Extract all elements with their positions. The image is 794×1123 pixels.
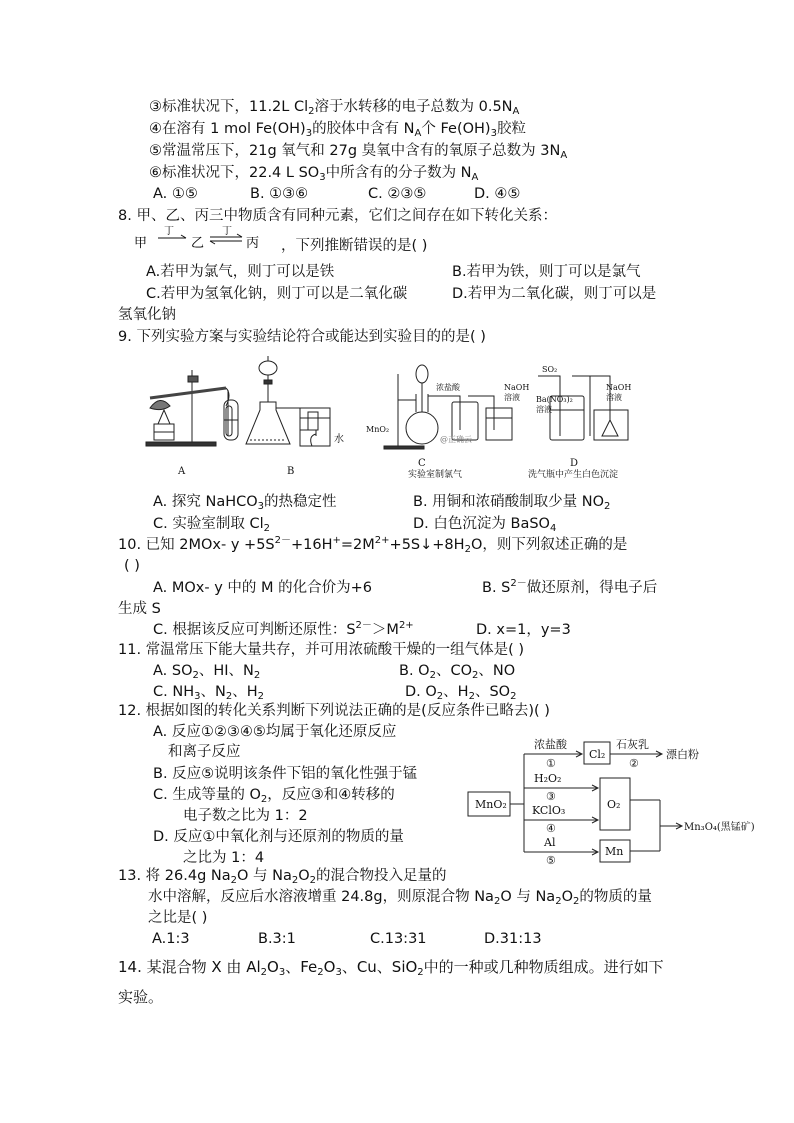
q7-item-5: ⑤常温常压下，21g 氧气和 27g 臭氧中含有的氧原子总数为 $3N_A$ (149, 143, 568, 161)
q11-option-c: C. $NH_3$、$N_2$、$H_2$ (153, 684, 264, 702)
q7-item-4: ④在溶有 1 mol $Fe(OH)_3$的胶体中含有 $N_A$个 $Fe(OH)_3$胶粒 (149, 121, 526, 139)
q13-option-c: C.13:31 (370, 931, 427, 947)
label-so2: SO₂ (542, 365, 558, 374)
label-c: C (418, 458, 426, 469)
q11-option-a: A. $SO_2$、HI、$N_2$ (153, 663, 261, 681)
conc-hcl-label: 浓盐酸 (534, 738, 567, 751)
reaction-1-label: ① (546, 757, 556, 770)
q8-ding-1: 丁 (164, 226, 174, 237)
label-mno2: MnO₂ (366, 425, 390, 434)
q10-option-d: D. x=1，y=3 (476, 622, 571, 638)
q7-option-b: B. ①③⑥ (250, 186, 309, 202)
bleach-label: 漂白粉 (666, 748, 699, 761)
al-label: Al (544, 836, 556, 849)
q8-tail: ，下列推断错误的是( ) (281, 238, 428, 254)
mn3o4-label: Mn₃O₄(黑锰矿) (684, 822, 755, 833)
h2o2-label: H₂O₂ (534, 772, 562, 785)
label-naoh-1b: 溶液 (504, 393, 520, 402)
q10-option-a: A. MOx- y 中的 M 的化合价为+6 (153, 580, 373, 596)
q10-stem: 10. 已知 2MOx- $y +5S^{2-}+16H^+=2M^{2+}+5S↓+8H_2O$，则下列叙述正确的是 (118, 535, 628, 555)
label-naoh-1: NaOH (504, 383, 530, 392)
q12-option-a-cont: 和离子反应 (168, 744, 241, 760)
q8-ding-2: 丁 (222, 226, 232, 237)
kclo3-label: KClO₃ (532, 804, 566, 817)
q8-bing: 丙 (246, 236, 260, 251)
label-naoh-2b: 溶液 (606, 393, 622, 402)
q9-option-b: B. 用铜和浓硝酸制取少量 $NO_2$ (413, 494, 611, 512)
q9-stem: 9. 下列实验方案与实验结论符合或能达到实验目的的是( ) (118, 329, 486, 345)
label-d: D (570, 458, 579, 469)
q8-option-d-cont: 氢氧化钠 (118, 307, 176, 323)
reaction-5-label: ⑤ (546, 854, 556, 866)
q11-option-b: B. $O_2$、$CO_2$、NO (399, 663, 516, 681)
q8-option-b: B.若甲为铁，则丁可以是氯气 (452, 264, 641, 280)
mno2-label: MnO₂ (475, 798, 507, 811)
q8-yi: 乙 (191, 236, 205, 251)
q12-stem: 12. 根据如图的转化关系判断下列说法正确的是(反应条件已略去)( ) (118, 703, 550, 719)
q12-option-b: B. 反应⑤说明该条件下铝的氧化性强于锰 (153, 766, 418, 782)
label-bano3: Ba(NO₃)₂ (536, 395, 573, 404)
q7-item-3: ③标准状况下，11.2L $Cl_2$溶于水转移的电子总数为 $0.5N_A$ (149, 99, 520, 117)
caption-d: 洗气瓶中产生白色沉淀 (528, 470, 619, 480)
q12-option-d: D. 反应①中氧化剂与还原剂的物质的量 (153, 829, 404, 845)
q10-paren: ( ) (124, 558, 140, 574)
q7-option-d: D. ④⑤ (474, 186, 521, 202)
label-conc-hcl: 浓盐酸 (436, 383, 460, 392)
q8-option-a: A.若甲为氯气，则丁可以是铁 (146, 264, 335, 280)
cl2-label: Cl₂ (589, 748, 606, 761)
apparatus-a (146, 370, 238, 477)
reaction-3-label: ③ (546, 790, 556, 803)
q12-option-c: C. 生成等量的 $O_2$，反应③和④转移的 (153, 787, 395, 805)
q13-option-d: D.31:13 (484, 931, 542, 947)
reaction-4-label: ④ (546, 822, 556, 835)
label-naoh-2: NaOH (606, 383, 632, 392)
reaction-2-label: ② (629, 757, 639, 770)
label-a: A (178, 466, 186, 477)
q13-line-3: 之比是( ) (148, 910, 208, 926)
caption-c: 实验室制氯气 (408, 470, 463, 480)
q8-option-d: D.若甲为二氧化碳，则丁可以是 (452, 286, 657, 302)
q7-option-c: C. ②③⑤ (368, 186, 427, 202)
q13-line-2: 水中溶解，反应后水溶液增重 24.8g，则原混合物 $Na_2O$ 与 $Na_2O_2$的物质的量 (148, 889, 652, 907)
apparatus-b (246, 356, 344, 477)
q13-option-b: B.3:1 (258, 931, 296, 947)
q12-option-d-cont: 之比为 1：4 (183, 850, 265, 866)
q10-option-b-cont: 生成 S (118, 601, 161, 617)
q12-option-a: A. 反应①②③④⑤均属于氧化还原反应 (153, 724, 397, 740)
q10-option-b: B. $S^{2-}$做还原剂，得电子后 (482, 578, 658, 596)
q13-option-a: A.1:3 (152, 931, 190, 947)
lime-label: 石灰乳 (616, 738, 649, 751)
q14-line-1: 14. 某混合物 X 由 $Al_2O_3$、$Fe_2O_3$、Cu、SiO$_2$中的一种或几种物质组成。进行如下 (118, 958, 664, 978)
q12-option-c-cont: 电子数之比为 1：2 (183, 808, 308, 824)
apparatus-d (528, 365, 631, 480)
watermark-text: @正确云 (440, 435, 472, 444)
q9-option-d: D. 白色沉淀为 BaSO$_4$ (413, 516, 557, 534)
apparatus-c (366, 365, 529, 480)
q8-jia: 甲 (134, 236, 148, 251)
q11-option-d: D. $O_2$、$H_2$、$SO_2$ (405, 684, 517, 702)
q9-apparatus-figure (140, 350, 670, 485)
q7-item-6: ⑥标准状况下，22.4 L $SO_3$中所含有的分子数为 $N_A$ (149, 165, 479, 183)
q7-option-a: A. ①⑤ (153, 186, 198, 202)
o2-label: O₂ (607, 798, 621, 811)
q8-conversion-diagram (134, 226, 279, 254)
q14-line-2: 实验。 (118, 988, 164, 1006)
q8-stem: 8. 甲、乙、丙三中物质含有同种元素，它们之间存在如下转化关系： (118, 208, 557, 224)
q13-line-1: 13. 将 26.4g $Na_2O$ 与 $Na_2O_2$的混合物投入足量的 (118, 868, 447, 886)
q11-stem: 11. 常温常压下能大量共存，并可用浓硫酸干燥的一组气体是( ) (118, 642, 525, 658)
mn-label: Mn (605, 845, 624, 858)
q9-option-c: C. 实验室制取 $Cl_2$ (153, 516, 270, 534)
label-water: 水 (334, 434, 344, 445)
label-bano3b: 溶液 (536, 405, 552, 414)
q9-option-a: A. 探究 NaHCO$_3$的热稳定性 (153, 494, 337, 512)
q12-conversion-diagram (464, 734, 764, 866)
label-b: B (287, 466, 295, 477)
q8-option-c: C.若甲为氢氧化钠，则丁可以是二氧化碳 (146, 286, 408, 302)
q10-option-c: C. 根据该反应可判断还原性：$S^{2-}>M^{2+}$ (153, 620, 414, 638)
